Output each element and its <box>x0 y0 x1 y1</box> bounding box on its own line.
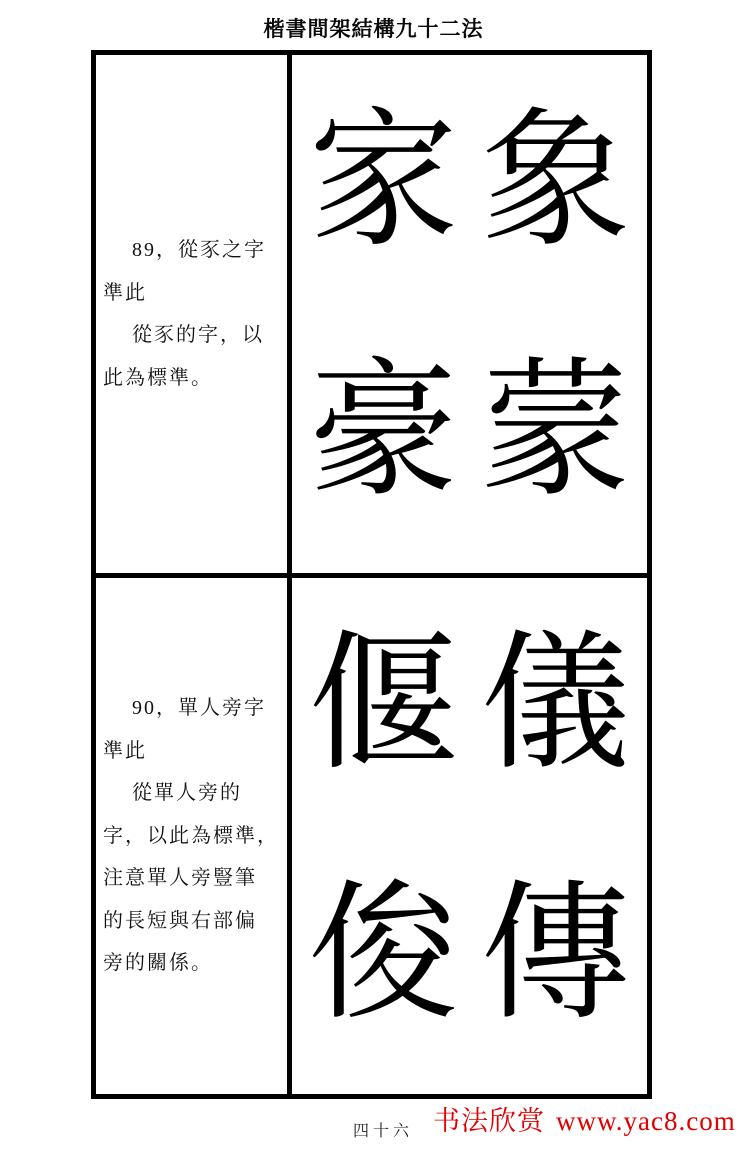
instruction-line: 的長短與右部偏 <box>103 909 257 932</box>
instruction-line: 從豕的字，以 <box>132 324 264 346</box>
calligraphy-char: 偃 <box>308 622 459 788</box>
instruction-line: 準此 <box>103 281 147 304</box>
instruction-line: 89，從豕之字 <box>132 239 266 261</box>
instruction-cell-89 <box>96 55 292 573</box>
calligraphy-cell-89 <box>292 55 647 573</box>
lesson-row-89 <box>96 55 647 578</box>
lesson-table <box>91 50 652 1099</box>
calligraphy-char: 家 <box>308 99 459 265</box>
instruction-cell-90 <box>96 578 292 1094</box>
calligraphy-char: 蒙 <box>480 349 631 515</box>
calligraphy-cell-90 <box>292 578 647 1094</box>
instruction-line: 90，單人旁字 <box>132 697 266 720</box>
page-number: 四十六 <box>353 1123 414 1140</box>
instruction-line: 準此 <box>103 739 147 762</box>
instruction-line: 從單人旁的 <box>132 782 242 805</box>
instruction-line: 注意單人旁豎筆 <box>103 867 257 890</box>
instruction-line: 旁的關係。 <box>103 952 213 975</box>
calligraphy-char: 象 <box>480 99 631 265</box>
watermark-site-name: 书法欣赏 <box>433 1106 545 1136</box>
watermark <box>433 1099 736 1138</box>
instruction-line: 字，以此為標準， <box>103 824 279 847</box>
calligraphy-char: 儀 <box>480 622 631 788</box>
calligraphy-char: 傳 <box>480 872 631 1038</box>
watermark-url: www.yac8.com <box>556 1106 736 1136</box>
calligraphy-char: 豪 <box>308 349 459 515</box>
instruction-line: 此為標準。 <box>103 366 213 389</box>
calligraphy-char: 俊 <box>308 872 459 1038</box>
lesson-row-90 <box>96 578 647 1094</box>
page-title: 楷書間架結構九十二法 <box>263 17 484 41</box>
